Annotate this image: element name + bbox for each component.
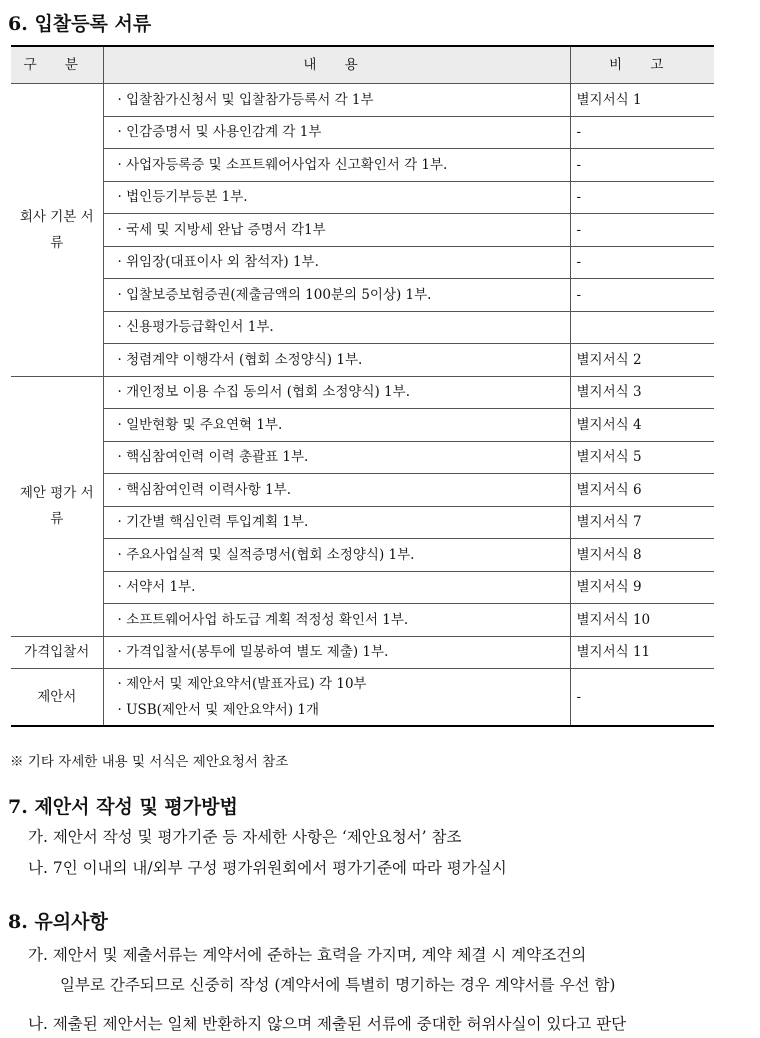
- table-row: [11, 539, 714, 572]
- row-content: · 소프트웨어사업 하도급 계획 적정성 확인서 1부.: [103, 604, 570, 637]
- row-remark: 별지서식 5: [570, 441, 714, 474]
- table-row: [11, 571, 714, 604]
- category-price-bid: 가격입찰서: [11, 636, 103, 669]
- table-row: [11, 506, 714, 539]
- row-remark: 별지서식 9: [570, 571, 714, 604]
- section8-item-ga-line1: 가. 제안서 및 제출서류는 계약서에 준하는 효력을 가지며, 계약 체결 시 계약조건의: [28, 946, 587, 964]
- row-content: · 개인정보 이용 수집 동의서 (협회 소정양식) 1부.: [103, 376, 570, 409]
- row-content: · 인감증명서 및 사용인감계 각 1부: [103, 116, 570, 149]
- section6-title: 6. 입찰등록 서류: [8, 13, 152, 35]
- table-row: [11, 311, 714, 344]
- row-content: · 사업자등록증 및 소프트웨어사업자 신고확인서 각 1부.: [103, 149, 570, 182]
- section8-title: 8. 유의사항: [8, 911, 108, 933]
- table-row: [11, 636, 714, 669]
- table-row: [11, 474, 714, 507]
- table-row: [11, 409, 714, 442]
- row-remark: 별지서식 10: [570, 604, 714, 637]
- row-remark: 별지서식 6: [570, 474, 714, 507]
- row-remark: -: [570, 181, 714, 214]
- table-row: [11, 669, 714, 727]
- row-content-line: · 제안서 및 제안요약서(발표자료) 각 10부: [117, 676, 367, 692]
- row-remark: 별지서식 2: [570, 344, 714, 377]
- row-remark: -: [570, 669, 714, 727]
- row-content: · 주요사업실적 및 실적증명서(협회 소정양식) 1부.: [103, 539, 570, 572]
- category-proposal: 제안서: [11, 669, 103, 727]
- table-row: [11, 279, 714, 312]
- row-content: · 신용평가등급확인서 1부.: [103, 311, 570, 344]
- table-row: [11, 149, 714, 182]
- table-header-row: [11, 46, 714, 84]
- row-content: · 핵심참여인력 이력사항 1부.: [103, 474, 570, 507]
- section8-item-ga-line2: 일부로 간주되므로 신중히 작성 (계약서에 특별히 명기하는 경우 계약서를 우선 함): [60, 976, 616, 994]
- row-content: · 가격입찰서(봉투에 밀봉하여 별도 제출) 1부.: [103, 636, 570, 669]
- row-content: · 입찰참가신청서 및 입찰참가등록서 각 1부: [103, 84, 570, 117]
- row-remark: -: [570, 279, 714, 312]
- row-content: · 기간별 핵심인력 투입계획 1부.: [103, 506, 570, 539]
- row-remark: -: [570, 149, 714, 182]
- table-row: [11, 376, 714, 409]
- table-footnote: ※ 기타 자세한 내용 및 서식은 제안요청서 참조: [10, 754, 289, 770]
- row-content: · 일반현황 및 주요연혁 1부.: [103, 409, 570, 442]
- bid-documents-table: [11, 45, 714, 727]
- table-row: [11, 344, 714, 377]
- category-proposal-evaluation: 제안 평가 서류: [11, 376, 103, 636]
- section7-item-ga: 가. 제안서 작성 및 평가기준 등 자세한 사항은 ‘제안요청서’ 참조: [28, 828, 462, 846]
- row-content: · 핵심참여인력 이력 총괄표 1부.: [103, 441, 570, 474]
- row-remark: 별지서식 4: [570, 409, 714, 442]
- row-content: · 위임장(대표이사 외 참석자) 1부.: [103, 246, 570, 279]
- row-remark: 별지서식 7: [570, 506, 714, 539]
- table-row: [11, 116, 714, 149]
- row-content-line: · USB(제안서 및 제안요약서) 1개: [117, 702, 320, 718]
- table-row: [11, 604, 714, 637]
- row-remark: -: [570, 214, 714, 247]
- table-row: [11, 214, 714, 247]
- row-content: · 서약서 1부.: [103, 571, 570, 604]
- row-remark: 별지서식 11: [570, 636, 714, 669]
- category-company-basic: 회사 기본 서류: [11, 84, 103, 377]
- table-row: [11, 441, 714, 474]
- section7-item-na: 나. 7인 이내의 내/외부 구성 평가위원회에서 평가기준에 따라 평가실시: [28, 859, 507, 877]
- row-content: · 국세 및 지방세 완납 증명서 각1부: [103, 214, 570, 247]
- row-remark: [570, 311, 714, 344]
- row-remark: 별지서식 3: [570, 376, 714, 409]
- row-remark: 별지서식 1: [570, 84, 714, 117]
- header-remarks: 비 고: [570, 46, 714, 84]
- row-remark: 별지서식 8: [570, 539, 714, 572]
- row-remark: -: [570, 116, 714, 149]
- table-row: [11, 181, 714, 214]
- section7-title: 7. 제안서 작성 및 평가방법: [8, 796, 238, 818]
- row-content: · 법인등기부등본 1부.: [103, 181, 570, 214]
- row-content: · 입찰보증보험증권(제출금액의 100분의 5이상) 1부.: [103, 279, 570, 312]
- header-content: 내 용: [103, 46, 570, 84]
- row-content: · 청렴계약 이행각서 (협회 소정양식) 1부.: [103, 344, 570, 377]
- table-row: [11, 84, 714, 117]
- row-content: [103, 669, 570, 727]
- table-row: [11, 246, 714, 279]
- row-remark: -: [570, 246, 714, 279]
- header-category: 구 분: [11, 46, 103, 84]
- section8-item-na-line1: 나. 제출된 제안서는 일체 반환하지 않으며 제출된 서류에 중대한 허위사실이 있다고 판단: [28, 1015, 627, 1033]
